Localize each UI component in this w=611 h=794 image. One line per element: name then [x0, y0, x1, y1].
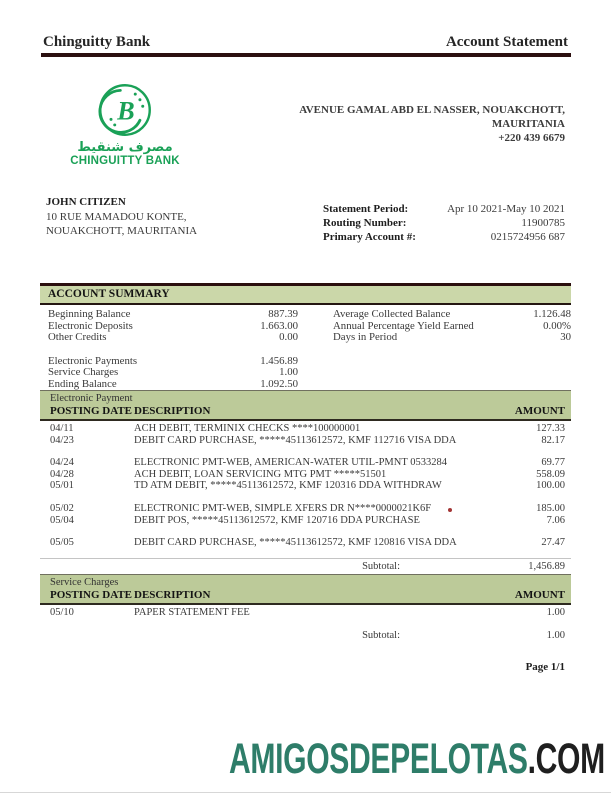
summary-left-column [40, 309, 298, 391]
row-posting-date: 05/04 [50, 514, 74, 526]
bank-logo [60, 82, 190, 168]
electronic-payment-header [40, 390, 571, 421]
row-description: DEBIT POS, *****45113612572, KMF 120716 DDA PURCHASE [134, 514, 420, 526]
column-header-row [40, 589, 571, 602]
summary-row [40, 379, 298, 391]
page-bottom-edge [0, 792, 611, 793]
summary-value: 1.456.89 [260, 354, 298, 367]
statement-period-row [323, 202, 565, 216]
table-row [40, 435, 571, 447]
row-description: ACH DEBIT, TERMINIX CHECKS ****100000001 [134, 423, 361, 434]
row-amount: 7.06 [546, 514, 565, 526]
posting-date-column-header: POSTING DATE [50, 405, 133, 417]
row-description: DEBIT CARD PURCHASE, *****45113612572, KMF 120816 VISA DDA [134, 537, 457, 549]
customer-address-line2: NOUAKCHOTT, MAURITANIA [46, 225, 198, 237]
summary-value: 1.663.00 [260, 319, 298, 332]
table-row [40, 607, 571, 619]
summary-label: Service Charges [48, 366, 119, 379]
primary-account-label: Primary Account #: [323, 231, 416, 243]
customer-name: JOHN CITIZEN [46, 196, 126, 208]
subtotal-label: Subtotal: [362, 560, 400, 572]
bank-address-line1: AVENUE GAMAL ABD EL NASSER, NOUAKCHOTT, [299, 104, 565, 116]
summary-value: 1.092.50 [260, 377, 298, 390]
bank-name-heading: Chinguitty Bank [43, 34, 151, 50]
bank-phone: +220 439 6679 [498, 132, 565, 144]
row-posting-date: 05/01 [50, 480, 74, 492]
summary-right-column [333, 309, 571, 391]
row-posting-date: 04/11 [50, 423, 74, 434]
summary-label: Ending Balance [48, 377, 117, 390]
row-amount: 558.09 [536, 468, 565, 480]
subtotal-value: 1,456.89 [528, 560, 565, 572]
header-divider [41, 53, 571, 57]
summary-value: 1.00 [279, 366, 298, 379]
summary-spacer [40, 344, 298, 356]
service-charges-section [40, 574, 571, 642]
summary-row [333, 332, 571, 344]
document-header [43, 34, 568, 51]
row-posting-date: 05/10 [50, 607, 74, 618]
svg-text:B: B [117, 96, 135, 126]
customer-address-line1: 10 RUE MAMADOU KONTE, [46, 210, 187, 223]
electronic-payment-subtotal [40, 558, 571, 573]
summary-row [40, 309, 298, 321]
table-row [40, 457, 571, 469]
summary-value: 1.126.48 [533, 308, 571, 320]
routing-number-row [323, 216, 565, 230]
summary-label: Electronic Deposits [48, 319, 133, 332]
summary-row [333, 309, 571, 321]
page-number: Page 1/1 [525, 661, 565, 673]
bank-address-line2: MAURITANIA [491, 118, 565, 130]
row-posting-date: 05/05 [50, 537, 74, 549]
service-charges-header [40, 574, 571, 605]
service-charges-subtotal [40, 628, 571, 642]
table-row [40, 515, 571, 527]
table-row [40, 423, 571, 435]
summary-row [40, 332, 298, 344]
row-posting-date: 04/24 [50, 457, 74, 469]
bank-logo-icon [97, 82, 153, 138]
table-row [40, 537, 571, 549]
row-amount: 185.00 [536, 502, 565, 514]
table-row [40, 480, 571, 492]
summary-title-bar: ACCOUNT SUMMARY [40, 286, 571, 305]
red-dot-mark [448, 508, 452, 512]
document-title: Account Statement [445, 34, 568, 50]
row-description: TD ATM DEBIT, *****45113612572, KMF 120316 DDA WITHDRAW [134, 480, 442, 492]
primary-account-row [323, 230, 565, 244]
bank-logo-arabic-name: مصرف شنقيط [77, 140, 173, 155]
service-charges-rows [40, 605, 571, 619]
summary-label: Annual Percentage Yield Earned [333, 319, 474, 332]
section-title: Electronic Payment [50, 393, 133, 404]
row-posting-date: 04/23 [50, 434, 74, 446]
row-amount: 1.00 [546, 607, 565, 618]
posting-date-column-header: POSTING DATE [50, 589, 133, 601]
row-description: ELECTRONIC PMT-WEB, AMERICAN-WATER UTIL-PMNT 0533284 [134, 457, 447, 469]
summary-label: Days in Period [333, 331, 398, 344]
amount-column-header: AMOUNT [514, 405, 565, 417]
section-title: Service Charges [50, 577, 119, 588]
routing-number-label: Routing Number: [323, 217, 407, 229]
row-amount: 82.17 [541, 434, 565, 446]
statement-info [323, 202, 565, 244]
amount-column-header: AMOUNT [514, 589, 565, 601]
summary-label: Other Credits [48, 331, 107, 344]
summary-value: 0.00% [543, 319, 571, 332]
table-row [40, 469, 571, 481]
row-description: PAPER STATEMENT FEE [134, 607, 250, 618]
bank-logo-latin-name: CHINGUITTY BANK [70, 155, 180, 167]
watermark-main-text: AMIGOSDEPELOTAS [229, 735, 528, 783]
row-amount: 69.77 [541, 457, 565, 469]
bank-address [299, 103, 565, 145]
subtotal-label: Subtotal: [362, 629, 400, 641]
summary-value: 30 [560, 331, 571, 344]
row-amount: 27.47 [541, 537, 565, 549]
column-header-row [40, 405, 571, 418]
row-posting-date: 04/28 [50, 468, 74, 480]
summary-label: Electronic Payments [48, 354, 138, 367]
primary-account-value: 0215724956 687 [490, 231, 565, 243]
row-amount: 100.00 [536, 480, 565, 492]
statement-period-value: Apr 10 2021-May 10 2021 [447, 203, 565, 215]
summary-value: 0.00 [279, 331, 298, 344]
description-column-header: DESCRIPTION [134, 589, 211, 601]
summary-value: 887.39 [268, 308, 298, 320]
row-amount: 127.33 [536, 423, 565, 434]
customer-block [46, 195, 197, 239]
account-summary-section [40, 283, 571, 391]
routing-number-value: 11900785 [521, 217, 565, 229]
electronic-payment-section [40, 390, 571, 573]
electronic-payment-rows [40, 421, 571, 549]
row-description: ELECTRONIC PMT-WEB, SIMPLE XFERS DR N****0000021K6F [134, 502, 432, 514]
table-row [40, 503, 571, 515]
summary-label: Beginning Balance [48, 308, 131, 320]
row-description: ACH DEBIT, LOAN SERVICING MTG PMT *****51501 [134, 468, 387, 480]
row-description: DEBIT CARD PURCHASE, *****45113612572, KMF 112716 VISA DDA [134, 434, 457, 446]
subtotal-value: 1.00 [546, 629, 565, 641]
description-column-header: DESCRIPTION [134, 405, 211, 417]
statement-period-label: Statement Period: [323, 203, 409, 215]
watermark-suffix-text: .COM [527, 735, 605, 783]
summary-label: Average Collected Balance [333, 308, 451, 320]
watermark [229, 735, 605, 783]
row-posting-date: 05/02 [50, 502, 74, 514]
